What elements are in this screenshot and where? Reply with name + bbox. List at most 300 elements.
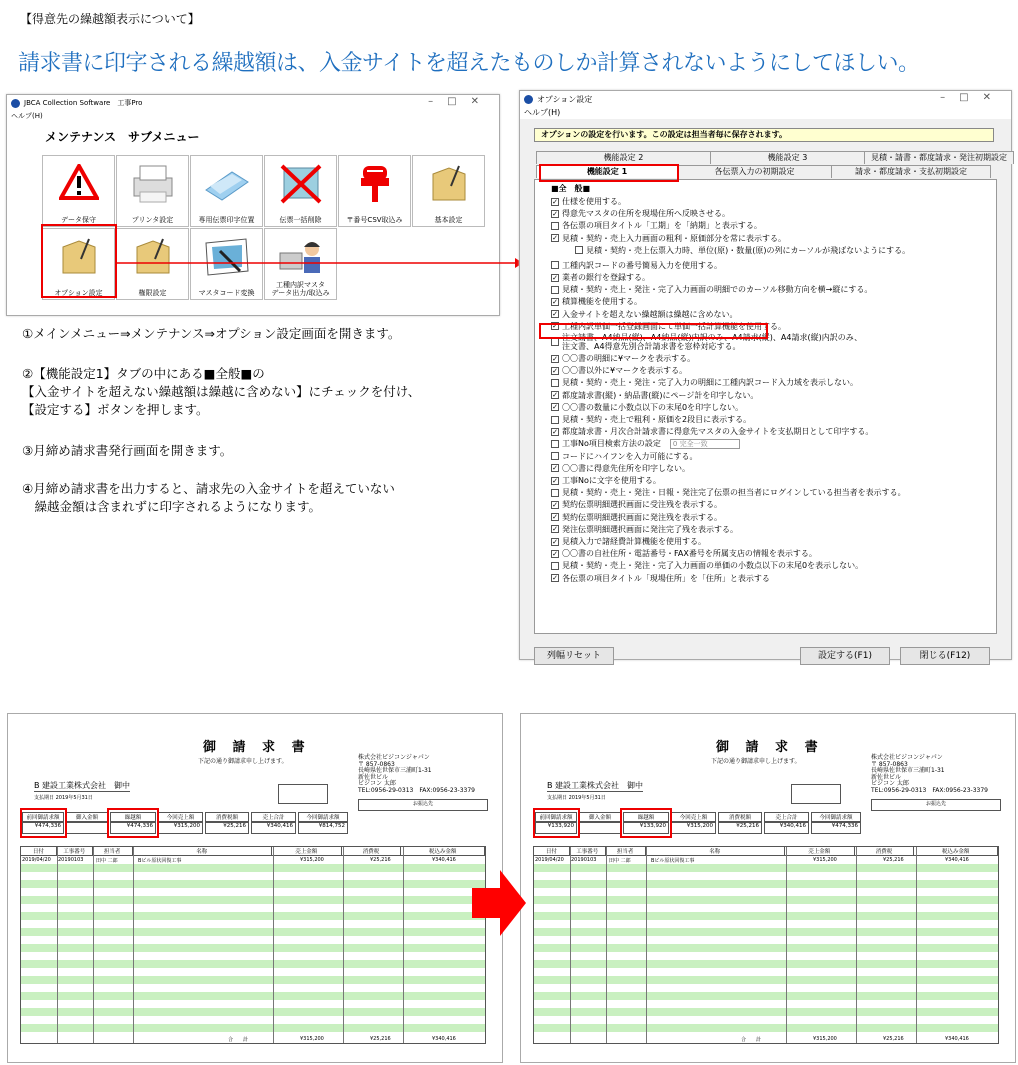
table-row [534,968,998,976]
app-icon [524,95,533,104]
tab-back-1[interactable]: 機能設定 3 [710,151,865,164]
tile-label: オプション設定 [54,289,103,297]
basic-settings-icon [429,164,469,208]
option-checkbox[interactable] [575,246,583,254]
option-checkbox[interactable] [551,562,559,570]
section-title: ■全 般■ [551,184,591,193]
table-row [534,952,998,960]
company-line: TEL:0956-29-0313 FAX:0956-23-3379 [358,786,475,794]
option-row[interactable] [551,524,738,535]
column-divider [570,847,571,1043]
detail-table [533,846,999,1044]
option-label: 見積・契約・売上伝票入力時、単位(原)・数量(原)の列にカーソルが飛ばないようにする。 [586,245,911,255]
tab-front-1[interactable]: 各伝票入力の初期設定 [677,165,832,178]
column-header: 担当者 [606,847,646,855]
transition-arrow-icon [470,868,530,938]
option-checkbox[interactable]: ✓ [552,234,558,243]
company-line: ビジコン 太郎 [358,780,396,787]
option-row[interactable] [551,499,722,510]
option-row[interactable] [551,233,786,244]
option-checkbox[interactable] [551,222,559,230]
slip-position-icon [202,164,252,208]
column-header: 担当者 [93,847,133,855]
table-row [534,896,998,904]
summary-header: 前回御請求額 [22,812,64,822]
highlight-option-tile [41,224,117,298]
tile-postal-csv[interactable] [338,155,411,227]
option-checkbox[interactable] [551,338,559,346]
instruction-4: ④月締め請求書を出力すると、請求先の入金サイトを超えていない 繰越金額は含まれずに印字されるようになります。 [22,481,395,514]
option-row[interactable] [551,573,770,584]
tile-label: マスタコード変換 [198,289,255,297]
close-button[interactable]: 閉じる(F12) [900,647,990,665]
option-label: 都度請求書・月次合計請求書に得意先マスタの入金サイトを支払期日として印字する。 [562,427,874,437]
column-divider [856,847,857,1043]
option-row[interactable] [551,284,872,295]
option-checkbox[interactable]: ✓ [552,525,558,534]
option-row[interactable] [551,208,730,219]
highlight-carry [107,808,159,838]
notice-bar: オプションの設定を行います。この設定は担当者毎に保存されます。 [534,128,994,142]
table-row [21,1008,485,1016]
tile-printer-settings[interactable] [116,155,189,227]
table-row [21,888,485,896]
summary-value [66,822,108,834]
summary-header: 繰越額 [623,812,669,822]
row-cell: 20190103 [58,857,84,863]
highlight-prev [533,808,580,838]
table-row [21,952,485,960]
option-row[interactable] [551,548,817,559]
column-header: 日付 [534,847,570,855]
options-panel [534,179,997,634]
table-row [21,920,485,928]
option-row[interactable] [551,196,626,207]
invoice-lead: 下記の通り御請求申し上げます。 [711,758,801,765]
table-header [534,847,998,856]
window-title: オプション設定 [537,94,593,104]
total-cell: ¥315,200 [813,1036,837,1042]
summary-header: 今回御請求額 [298,812,348,822]
total-cell: ¥340,416 [432,1036,456,1042]
option-checkbox[interactable] [551,452,559,460]
summary-header: 今回売上額 [671,812,716,822]
row-cell: 田中 二郎 [96,858,118,864]
summary-header: 今回売上額 [158,812,203,822]
summary-header: 消費税額 [718,812,762,822]
table-row [21,928,485,936]
option-checkbox[interactable]: ✓ [552,322,558,331]
column-header: 名称 [646,847,785,855]
table-row [534,1016,998,1024]
summary-value: ¥340,416 [251,822,296,834]
highlight-prev [20,808,67,838]
tile-label: 専用伝票印字位置 [198,216,255,224]
company-line: 長崎県佐世保市三浦町1-31 [358,767,432,774]
total-label: 合 計 [228,1037,249,1043]
option-label: 各伝票の項目タイトル「工期」を「納期」と表示する。 [562,221,762,231]
table-row [534,976,998,984]
total-cell: ¥340,416 [945,1036,969,1042]
column-divider [273,847,274,1043]
table-row [21,904,485,912]
option-row[interactable] [551,487,906,498]
option-checkbox[interactable]: ✓ [552,500,558,509]
window-controls[interactable]: –□✕ [940,92,1005,103]
option-checkbox[interactable]: ✓ [552,366,558,375]
option-label: 工事Noに文字を使用する。 [562,476,661,485]
column-divider [646,847,647,1043]
tile-label: 工種内訳マスタ データ出力/取込み [271,281,330,297]
option-row[interactable] [551,272,650,283]
slip-delete-icon [276,164,326,208]
help-menu[interactable]: ヘルプ(H) [520,107,1011,119]
column-header: 日付 [21,847,57,855]
table-row [21,960,485,968]
table-row [21,880,485,888]
option-row[interactable] [551,463,690,474]
tile-label: 基本設定 [434,216,463,224]
tab-front-2[interactable]: 請求・都度請求・支払初期設定 [831,165,991,178]
row-cell: ¥340,416 [432,857,456,863]
summary-value: ¥814,752 [298,822,348,834]
company-line: 株式会社ビジコンジャパン [358,754,430,761]
bank-label: お振込先 [926,801,947,807]
data-maintenance-icon [59,164,99,204]
tile-label: プリンタ設定 [131,216,174,224]
summary-header: 繰越額 [110,812,156,822]
column-divider [343,847,344,1043]
detail-table [20,846,486,1044]
column-header: 売上金額 [785,847,855,855]
column-header: 税込み金額 [401,847,485,855]
option-row[interactable] [551,438,740,449]
tab-back-2[interactable]: 見積・請書・都度請求・発注初期設定 [864,151,1014,164]
option-label: コードにハイフンを入力可能にする。 [562,451,698,461]
titlebar [7,95,499,111]
summary-value: ¥25,216 [718,822,762,834]
option-row[interactable] [551,353,695,364]
column-header: 工事番号 [570,847,606,855]
total-label: 合 計 [741,1037,762,1043]
summary-header: 今回御請求額 [811,812,861,822]
option-label: 〇〇書に得意先住所を印字しない。 [562,463,690,473]
option-label: 見積・契約・売上・発注・完了入力画面の単価の小数点以下の末尾0を表示しない。 [562,561,864,571]
save-button[interactable]: 設定する(F1) [800,647,890,665]
option-row[interactable] [551,536,706,547]
option-label: 発注伝票明細選択画面に発注完了残を表示する。 [562,524,738,534]
summary-value: ¥315,200 [158,822,203,834]
instruction-2: ②【機能設定1】タブの中にある■全般■の 【入金サイトを超えない繰越額は繰越に含めない】にチェックを付け、 【設定する】ボタンを押します。 [22,366,421,417]
company-line: 新佐世ビル [871,773,902,781]
submenu-title: メンテナンス サブメニュー [45,130,200,144]
option-label: 契約伝票明細選択画面に受注残を表示する。 [562,500,722,510]
pay-date: 支払期日 2019年5月31日 [34,795,93,801]
invoice-before [7,713,503,1063]
option-row[interactable] [551,377,858,388]
titlebar [520,91,1011,107]
column-divider [133,847,134,1043]
table-row [21,864,485,872]
customer-name: B 建設工業株式会社 御中 [34,781,131,790]
option-row[interactable] [551,365,687,376]
company-line: 〒 857-0863 [871,760,908,768]
row-cell: ¥315,200 [300,857,324,863]
table-row [21,976,485,984]
option-label: 見積入力で諸経費計算機能を使用する。 [562,537,706,546]
table-row [534,928,998,936]
summary-value: ¥340,416 [764,822,809,834]
summary-header: 売上合計 [251,812,296,822]
table-row [534,984,998,992]
column-header: 名称 [133,847,272,855]
company-line: 長崎県佐世保市三浦町1-31 [871,767,945,774]
option-checkbox[interactable] [551,416,559,424]
tab-back-0[interactable]: 機能設定 2 [536,151,711,164]
tile-slip-delete[interactable] [264,155,337,227]
option-checkbox[interactable]: ✓ [552,310,558,319]
row-cell: Bビル原状回復工事 [651,858,695,864]
tile-label: 伝票一括削除 [279,216,322,224]
option-label: 各伝票の項目タイトル「現場住所」を「住所」と表示する [562,573,770,583]
option-checkbox[interactable] [551,379,559,387]
company-line: 新佐世ビル [358,773,389,781]
total-cell: ¥25,216 [883,1036,904,1042]
option-row[interactable] [551,390,758,401]
invoice-lead: 下記の通り御請求申し上げます。 [198,758,288,765]
row-cell: Bビル原状回復工事 [138,858,182,864]
option-checkbox[interactable]: ✓ [552,197,558,206]
option-row[interactable] [551,560,863,571]
summary-value: ¥474,336 [110,822,156,834]
bank-label: お振込先 [413,801,434,807]
customer-name: B 建設工業株式会社 御中 [547,781,644,790]
option-checkbox[interactable] [551,261,559,269]
column-header: 消費税 [855,847,915,855]
tile-data-maintenance[interactable] [42,155,115,227]
column-divider [786,847,787,1043]
table-row [21,944,485,952]
summary-value: ¥133,920 [623,822,669,834]
table-header [21,847,485,856]
option-checkbox[interactable]: ✓ [552,403,558,412]
table-row [21,992,485,1000]
table-row [21,856,485,864]
row-cell: 2019/04/20 [535,857,564,863]
table-row [534,856,998,864]
option-label: 契約伝票明細選択画面に発注残を表示する。 [562,512,722,522]
row-cell: 田中 二郎 [609,858,631,864]
window-title: JBCA Collection Software 工事Pro [24,99,143,107]
table-row [534,920,998,928]
page-title: 請求書に印字される繰越額は、入金サイトを超えたものしか計算されないようにしてほしい。 [18,51,920,76]
tile-slip-position[interactable] [190,155,263,227]
option-checkbox[interactable]: ✓ [552,549,558,558]
option-label: 工種内訳単価一括登録画面にて単価一括計算機能を使用する。 [562,321,786,331]
option-checkbox[interactable] [551,286,559,294]
invoice-after [520,713,1016,1063]
option-label: 〇〇書の数量に小数点以下の末尾0を印字しない。 [562,402,744,412]
table-row [21,968,485,976]
table-row [21,1016,485,1024]
table-row [534,936,998,944]
heading-small: 【得意先の繰越額表示について】 [20,12,200,26]
option-checkbox[interactable]: ✓ [552,354,558,363]
column-divider [403,847,404,1043]
option-checkbox[interactable]: ✓ [552,476,558,485]
option-checkbox[interactable]: ✓ [552,513,558,522]
company-line: 株式会社ビジコンジャパン [871,754,943,761]
summary-header: 御入金額 [579,812,621,822]
option-label: 業者の銀行を登録する。 [562,273,650,282]
table-row [21,984,485,992]
summary-header: 御入金額 [66,812,108,822]
row-cell: ¥25,216 [370,857,391,863]
summary-value: ¥133,920 [535,822,577,834]
window-controls[interactable]: –□✕ [428,96,493,107]
column-divider [57,847,58,1043]
table-row [534,880,998,888]
printer-settings-icon [128,164,178,208]
table-row [21,872,485,880]
instruction-3: ③月締め請求書発行画面を開きます。 [22,443,233,458]
column-header: 消費税 [342,847,402,855]
option-checkbox[interactable] [551,489,559,497]
row-cell: ¥315,200 [813,857,837,863]
postal-csv-icon [355,164,395,208]
table-row [534,960,998,968]
option-checkbox[interactable]: ✓ [552,537,558,546]
stamp-box [791,784,841,804]
invoice-title: 御 請 求 書 [716,740,824,755]
option-label: 見積・契約・売上で粗利・原価を2段目に表示する。 [562,415,752,424]
option-row[interactable] [551,220,762,231]
option-label: 工種内訳コードの番号簡易入力を使用する。 [562,260,722,270]
option-label: 見積・契約・売上・発注・完了入力の明細に工種内訳コード入力域を表示しない。 [562,378,858,388]
highlight-carry [620,808,672,838]
option-label: 見積・契約・売上入力画面の粗利・原価部分を常に表示する。 [562,233,786,243]
table-row [21,912,485,920]
option-checkbox[interactable]: ✓ [552,427,558,436]
row-cell: ¥25,216 [883,857,904,863]
tile-label: 〒番号CSV取込み [346,216,403,224]
summary-header: 売上合計 [764,812,809,822]
option-checkbox[interactable]: ✓ [552,391,558,400]
instruction-1: ①メインメニュー⇒メンテナンス⇒オプション設定画面を開きます。 [22,326,401,341]
option-label: 工事No項目検索方法の設定 [562,439,661,449]
company-line: TEL:0956-29-0313 FAX:0956-23-3379 [871,786,988,794]
option-label: 見積・契約・売上・発注・完了入力画面の明細でのカーソル移動方向を横→縦にする。 [562,285,873,295]
option-checkbox[interactable]: ✓ [552,574,558,583]
table-row [534,1000,998,1008]
column-divider [916,847,917,1043]
row-cell: 20190103 [571,857,597,863]
table-row [534,864,998,872]
option-row[interactable] [551,426,873,437]
option-row[interactable] [551,309,737,320]
option-label: 見積・契約・売上・発注・日報・発注完了伝票の担当者にログインしている担当者を表示する。 [562,488,906,498]
table-row [534,1024,998,1032]
table-row [21,1024,485,1032]
option-row[interactable] [551,512,722,523]
table-row [534,1008,998,1016]
summary-value: ¥315,200 [671,822,716,834]
table-row [534,944,998,952]
option-label: 得意先マスタの住所を現場住所へ反映させる。 [562,209,730,219]
total-cell: ¥315,200 [300,1036,324,1042]
option-label: 〇〇書の明細に¥マークを表示する。 [562,354,696,363]
company-line: ビジコン 太郎 [871,780,909,787]
option-label: 入金サイトを超えない繰越額は繰越に含めない。 [562,309,738,319]
option-label: 都度請求書(縦)・納品書(縦)にページ計を印字しない。 [562,390,759,400]
summary-header: 消費税額 [205,812,249,822]
option-row[interactable] [551,414,751,425]
search-mode-select[interactable]: 0 完全一致 [670,439,740,449]
table-row [21,896,485,904]
highlight-tab [539,164,679,182]
option-checkbox[interactable]: ✓ [552,464,558,473]
option-row[interactable] [551,475,661,486]
total-cell: ¥25,216 [370,1036,391,1042]
option-row[interactable] [551,402,743,413]
option-row[interactable] [551,260,722,271]
option-row[interactable] [551,451,697,462]
invoice-title: 御 請 求 書 [203,740,311,755]
help-menu[interactable]: ヘルプ(H) [11,112,43,120]
tab-front-0[interactable]: 機能設定 1 [536,165,678,178]
column-header: 工事番号 [57,847,93,855]
option-label: 〇〇書の自社住所・電話番号・FAX番号を所属支店の情報を表示する。 [562,549,817,559]
option-label: 注文請書、A4納品(縦)、A4納品(縦)内訳のみ、A4請求(縦)、A4請求(縦)内訳のみ、 注文書、A4得意先別合計請求書を窓枠対応する。 [562,333,863,351]
table-row [21,936,485,944]
company-line: 〒 857-0863 [358,760,395,768]
table-row [534,888,998,896]
column-header: 売上金額 [272,847,342,855]
table-row [21,1000,485,1008]
row-cell: ¥340,416 [945,857,969,863]
summary-value [579,822,621,834]
summary-value: ¥474,336 [22,822,64,834]
connector-arrow [115,255,525,271]
tile-label: 権限設定 [138,289,167,297]
reset-column-button[interactable]: 列幅リセット [534,647,614,665]
option-checkbox[interactable]: ✓ [552,209,558,218]
app-icon [11,99,20,108]
summary-value: ¥474,336 [811,822,861,834]
option-row[interactable] [575,245,910,256]
table-row [534,992,998,1000]
option-checkbox[interactable] [551,440,559,448]
table-row [534,912,998,920]
option-label: 積算機能を使用する。 [562,297,642,307]
option-label: 仕様を使用する。 [562,197,626,206]
option-row[interactable] [551,296,642,307]
column-divider [606,847,607,1043]
option-checkbox[interactable]: ✓ [552,297,558,306]
column-divider [93,847,94,1043]
column-header: 税込み金額 [914,847,998,855]
summary-value: ¥25,216 [205,822,249,834]
stamp-box [278,784,328,804]
option-checkbox[interactable]: ✓ [552,273,558,282]
table-row [534,872,998,880]
option-label: 〇〇書以外に¥マークを表示する。 [562,366,688,376]
tile-basic-settings[interactable] [412,155,485,227]
summary-header: 前回御請求額 [535,812,577,822]
pay-date: 支払期日 2019年5月31日 [547,795,606,801]
table-row [534,904,998,912]
highlight-option [539,323,768,339]
